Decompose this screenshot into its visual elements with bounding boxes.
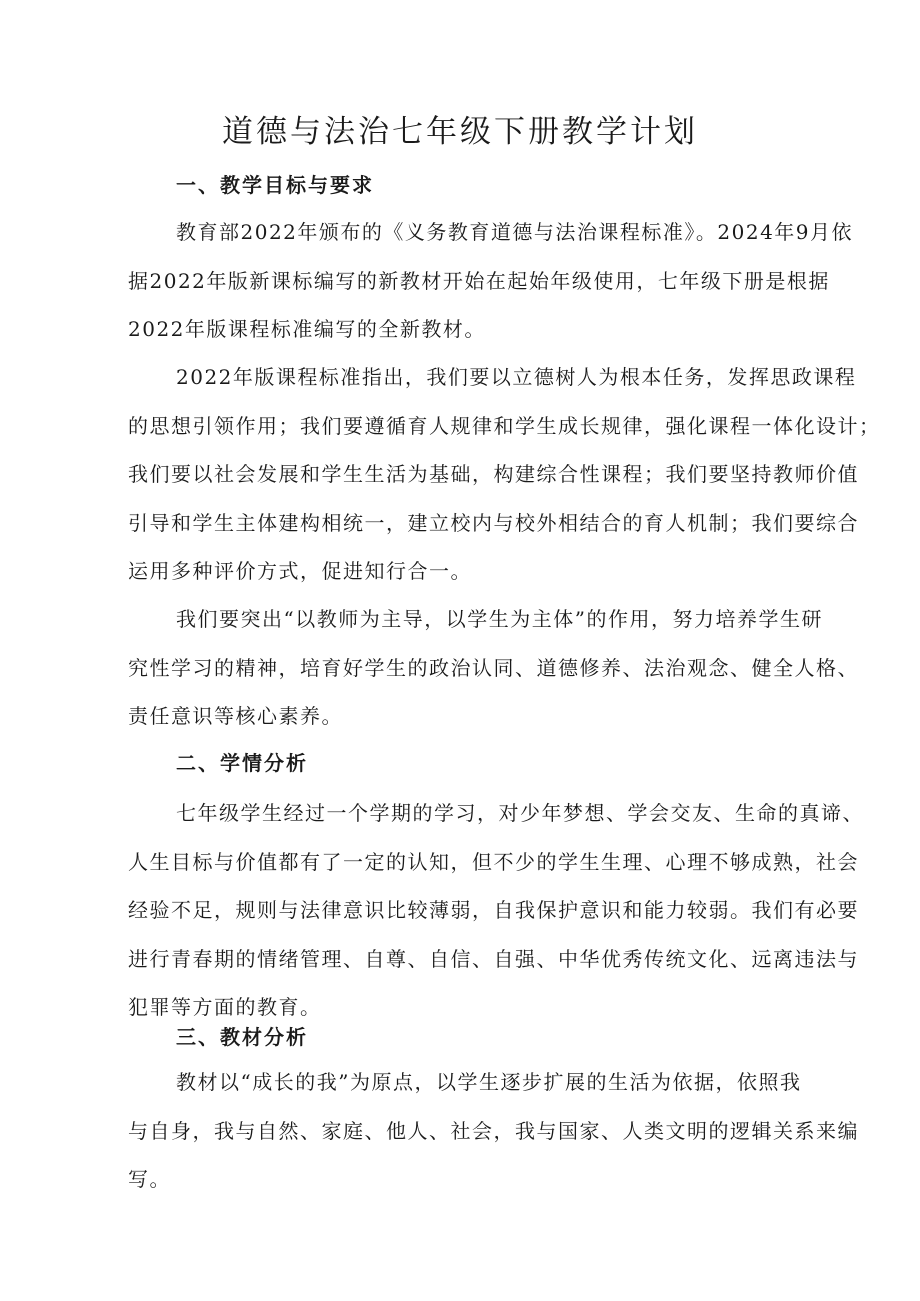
paragraph-line: 经验不足，规则与法律意识比较薄弱，自我保护意识和能力较弱。我们有必要 — [128, 898, 859, 922]
paragraph — [128, 595, 859, 741]
section-heading-textbook: 三、教材分析 — [176, 1025, 308, 1049]
page-title: 道德与法治七年级下册教学计划 — [222, 114, 698, 150]
paragraph-line: 七年级学生经过一个学期的学习，对少年梦想、学会交友、生命的真谛、 — [176, 801, 864, 825]
section-heading-goals: 一、教学目标与要求 — [176, 173, 374, 197]
paragraph-line: 进行青春期的情绪管理、自尊、自信、自强、中华优秀传统文化、远离违法与 — [128, 946, 859, 971]
paragraph-line: 教育部2022年颁布的《义务教育道德与法治课程标准》。2024年9月依 — [176, 220, 854, 244]
paragraph-line: 写。 — [128, 1167, 171, 1191]
paragraph-line: 犯罪等方面的教育。 — [128, 995, 322, 1019]
paragraph-line: 运用多种评价方式，促进知行合一。 — [128, 559, 472, 583]
paragraph — [128, 353, 881, 596]
paragraph-line: 2022年版课程标准指出，我们要以立德树人为根本任务，发挥思政课程 — [176, 365, 857, 389]
paragraph-line: 人生目标与价值都有了一定的认知，但不少的学生生理、心理不够成熟，社会 — [128, 849, 859, 874]
paragraph-line: 的思想引领作用；我们要遵循育人规律和学生成长规律，强化课程一体化设计； — [128, 413, 881, 438]
paragraph-line: 与自身，我与自然、家庭、他人、社会，我与国家、人类文明的逻辑关系来编 — [128, 1118, 859, 1143]
paragraph — [128, 208, 852, 354]
paragraph-line: 我们要以社会发展和学生生活为基础，构建综合性课程；我们要坚持教师价值 — [128, 462, 859, 486]
paragraph-line: 2022年版课程标准编写的全新教材。 — [128, 317, 486, 341]
paragraph-line: 教材以“成长的我”为原点，以学生逐步扩展的生活为依据，依照我 — [176, 1070, 802, 1094]
paragraph-line: 究性学习的精神，培育好学生的政治认同、道德修养、法治观念、健全人格、 — [128, 655, 859, 680]
section-heading-analysis: 二、学情分析 — [176, 751, 308, 775]
paragraph — [128, 789, 864, 1032]
paragraph-line: 我们要突出“以教师为主导，以学生为主体”的作用，努力培养学生研 — [176, 607, 823, 631]
paragraph-line: 据2022年版新课标编写的新教材开始在起始年级使用，七年级下册是根据 — [128, 268, 830, 293]
paragraph — [128, 1058, 859, 1204]
paragraph-line: 引导和学生主体建构相统一，建立校内与校外相结合的育人机制；我们要综合 — [128, 510, 859, 535]
paragraph-line: 责任意识等核心素养。 — [128, 704, 343, 728]
